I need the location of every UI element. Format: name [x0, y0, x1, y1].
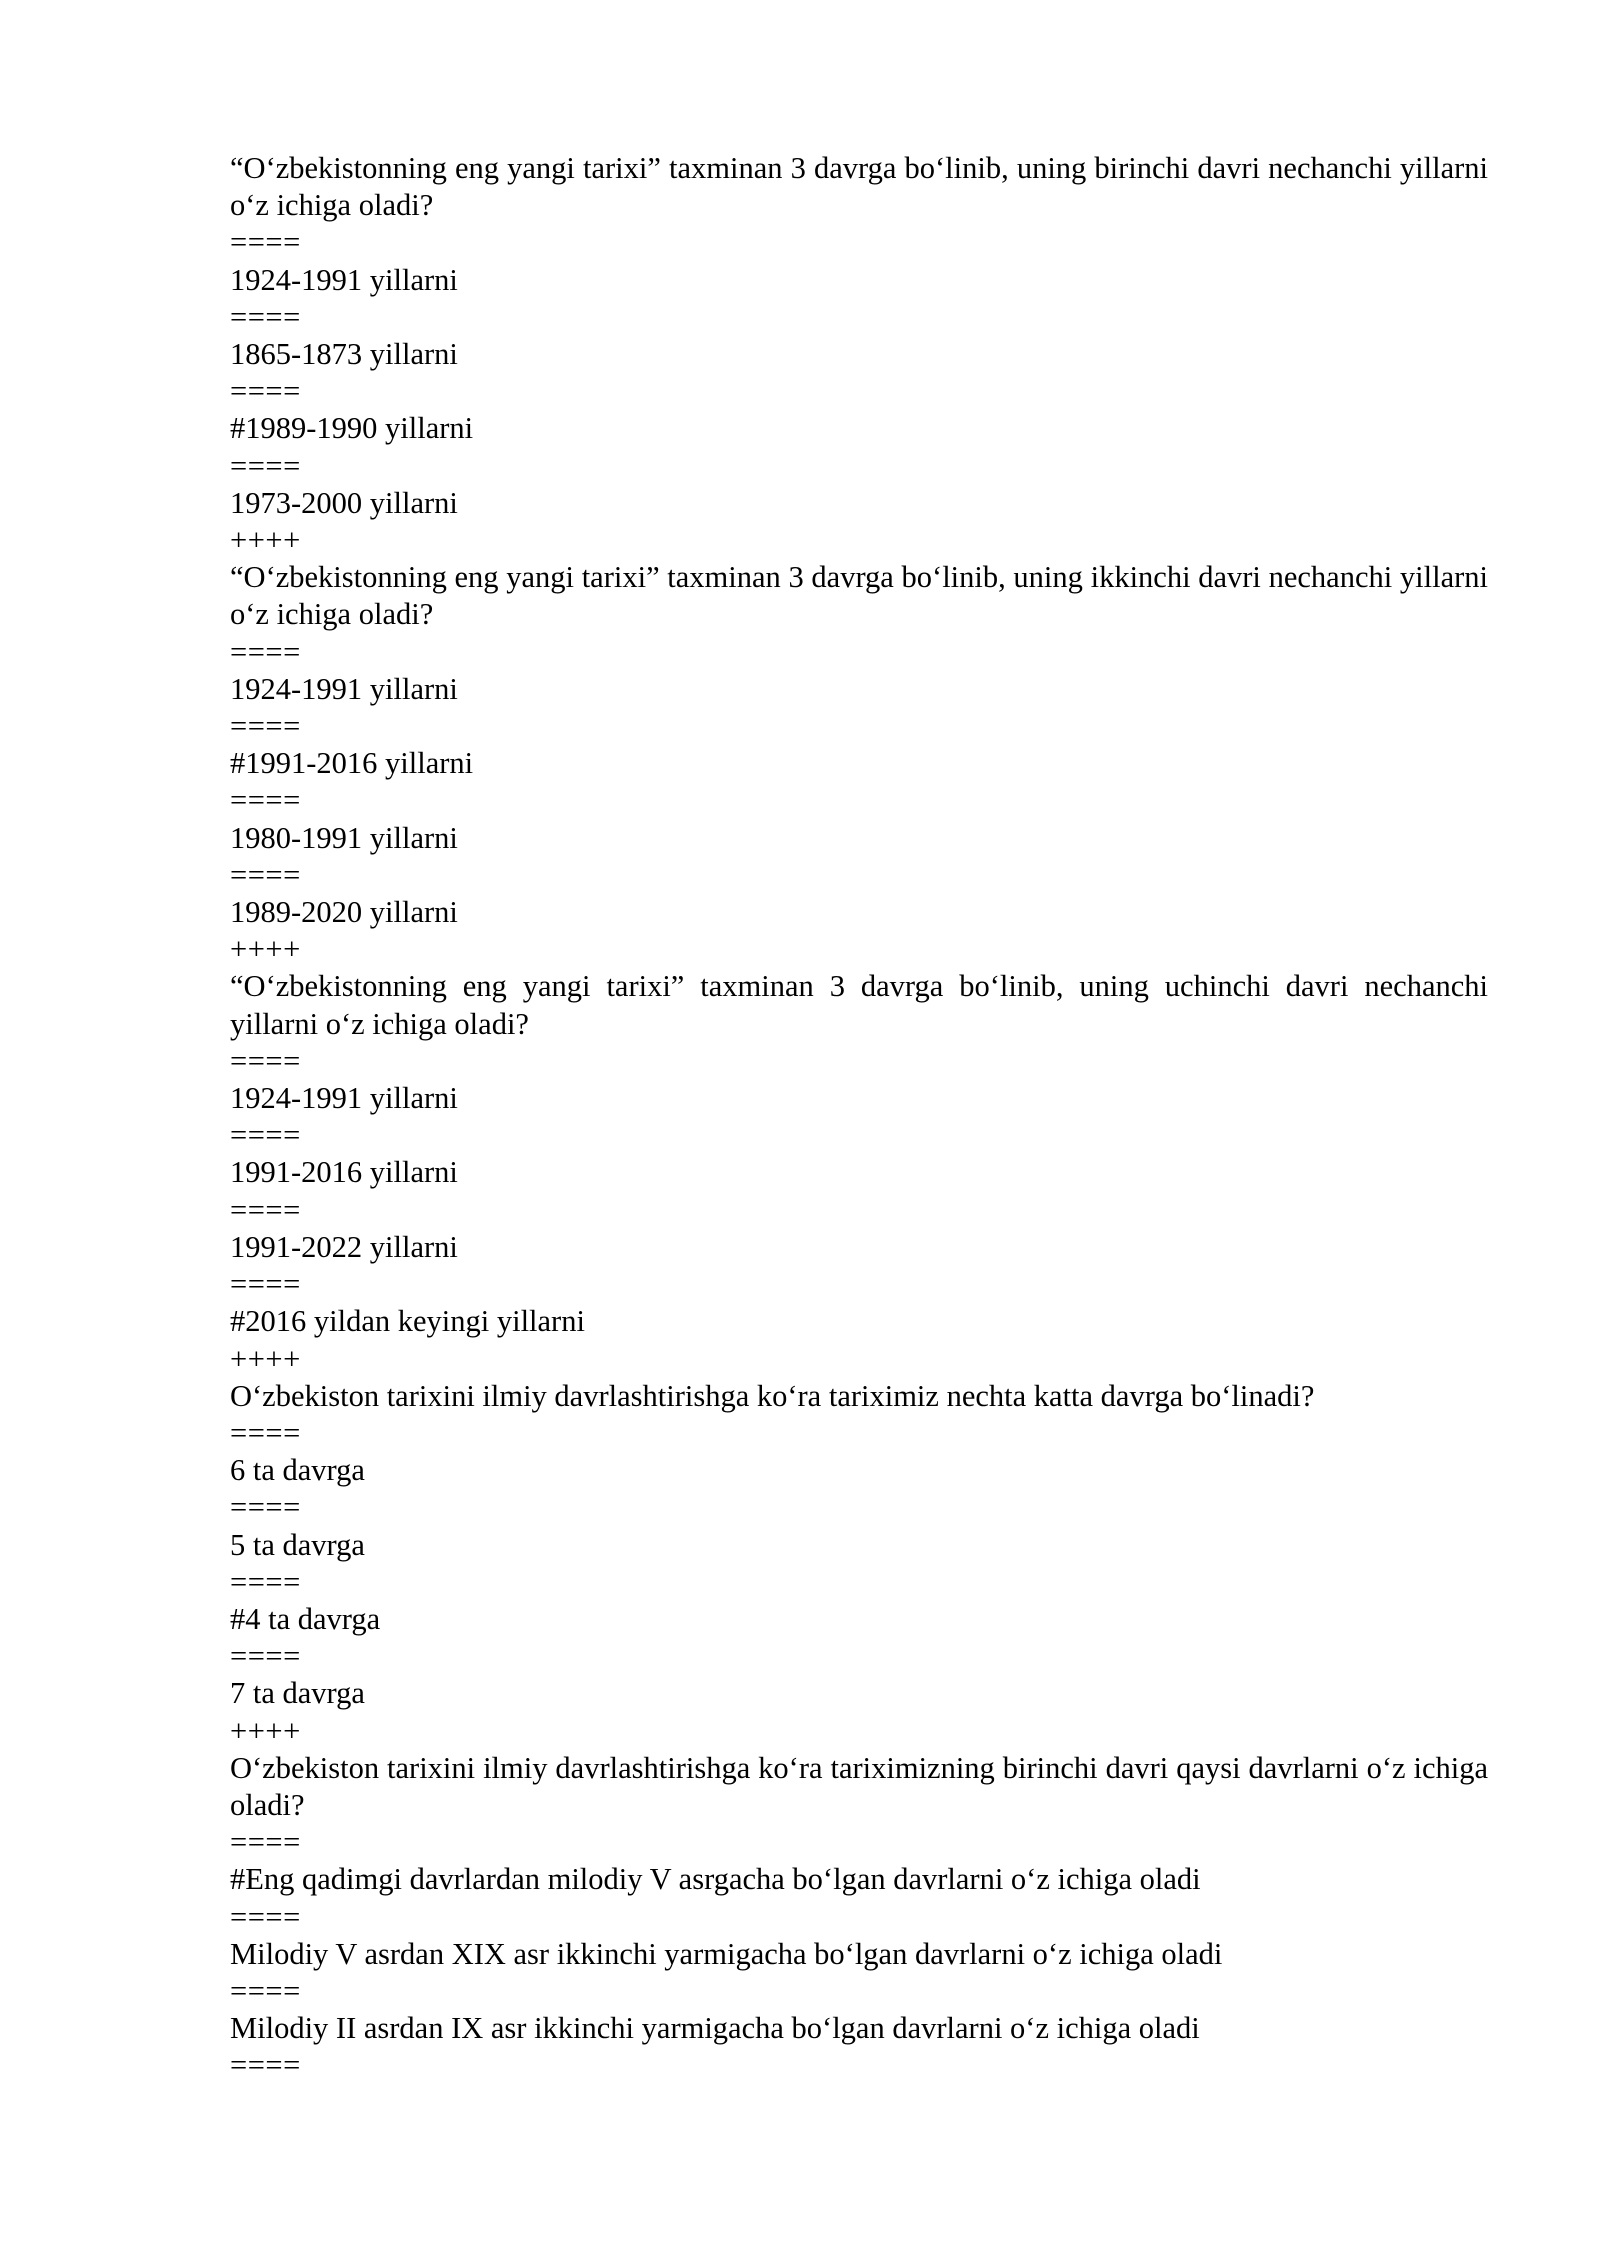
question-text: “O‘zbekistonning eng yangi tarixi” taxminan 3 davrga bo‘linib, uning birinchi davri nechanchi yillarni o‘z ichiga oladi?: [230, 151, 1488, 223]
answer-option: 1991-2016 yillarni: [230, 1155, 458, 1190]
answer-option: Milodiy V asrdan XIX asr ikkinchi yarmigacha bo‘lgan davrlarni o‘z ichiga oladi: [230, 1936, 1223, 1971]
answer-option-correct: #1991-2016 yillarni: [230, 746, 474, 781]
option-separator: ====: [230, 1973, 301, 2008]
option-separator: ====: [230, 709, 301, 744]
answer-option: 1924-1991 yillarni: [230, 671, 458, 706]
option-separator: ====: [230, 1118, 301, 1153]
answer-option: 1991-2022 yillarni: [230, 1229, 458, 1264]
answer-option: 1973-2000 yillarni: [230, 485, 458, 520]
question-separator: ++++: [230, 932, 301, 967]
option-separator: ====: [230, 374, 301, 409]
option-separator: ====: [230, 299, 301, 334]
answer-option: 1924-1991 yillarni: [230, 262, 458, 297]
option-separator: ====: [230, 1639, 301, 1674]
option-separator: ====: [230, 1564, 301, 1599]
option-separator: ====: [230, 634, 301, 669]
question-separator: ++++: [230, 523, 301, 558]
answer-option: 1924-1991 yillarni: [230, 1081, 458, 1116]
question-text: “O‘zbekistonning eng yangi tarixi” taxminan 3 davrga bo‘linib, uning uchinchi davri nechanchi yillarni o‘z ichiga oladi?: [230, 969, 1488, 1041]
question-separator: ++++: [230, 1713, 301, 1748]
answer-option: 1989-2020 yillarni: [230, 895, 458, 930]
option-separator: ====: [230, 448, 301, 483]
option-separator: ====: [230, 783, 301, 818]
option-separator: ====: [230, 225, 301, 260]
option-separator: ====: [230, 857, 301, 892]
answer-option: 1865-1873 yillarni: [230, 337, 458, 372]
answer-option: 1980-1991 yillarni: [230, 820, 458, 855]
question-text: O‘zbekiston tarixini ilmiy davrlashtirishga ko‘ra tariximizning birinchi davri qaysi davrlarni o‘z ichiga oladi?: [230, 1750, 1488, 1822]
option-separator: ====: [230, 1267, 301, 1302]
option-separator: ====: [230, 1192, 301, 1227]
document-page: [230, 150, 1488, 2085]
answer-option: 7 ta davrga: [230, 1676, 365, 1711]
answer-option: Milodiy II asrdan IX asr ikkinchi yarmigacha bo‘lgan davrlarni o‘z ichiga oladi: [230, 2011, 1200, 2046]
option-separator: ====: [230, 2048, 301, 2083]
question-text: “O‘zbekistonning eng yangi tarixi” taxminan 3 davrga bo‘linib, uning ikkinchi davri nechanchi yillarni o‘z ichiga oladi?: [230, 560, 1488, 632]
option-separator: ====: [230, 1825, 301, 1860]
question-separator: ++++: [230, 1341, 301, 1376]
answer-option-correct: #1989-1990 yillarni: [230, 411, 474, 446]
option-separator: ====: [230, 1043, 301, 1078]
option-separator: ====: [230, 1899, 301, 1934]
option-separator: ====: [230, 1415, 301, 1450]
answer-option: 5 ta davrga: [230, 1527, 365, 1562]
option-separator: ====: [230, 1490, 301, 1525]
answer-option: 6 ta davrga: [230, 1453, 365, 1488]
answer-option-correct: #4 ta davrga: [230, 1601, 381, 1636]
answer-option-correct: #Eng qadimgi davrlardan milodiy V asrgacha bo‘lgan davrlarni o‘z ichiga oladi: [230, 1862, 1201, 1897]
question-text: O‘zbekiston tarixini ilmiy davrlashtirishga ko‘ra tariximiz nechta katta davrga bo‘linadi?: [230, 1378, 1315, 1413]
answer-option-correct: #2016 yildan keyingi yillarni: [230, 1304, 585, 1339]
